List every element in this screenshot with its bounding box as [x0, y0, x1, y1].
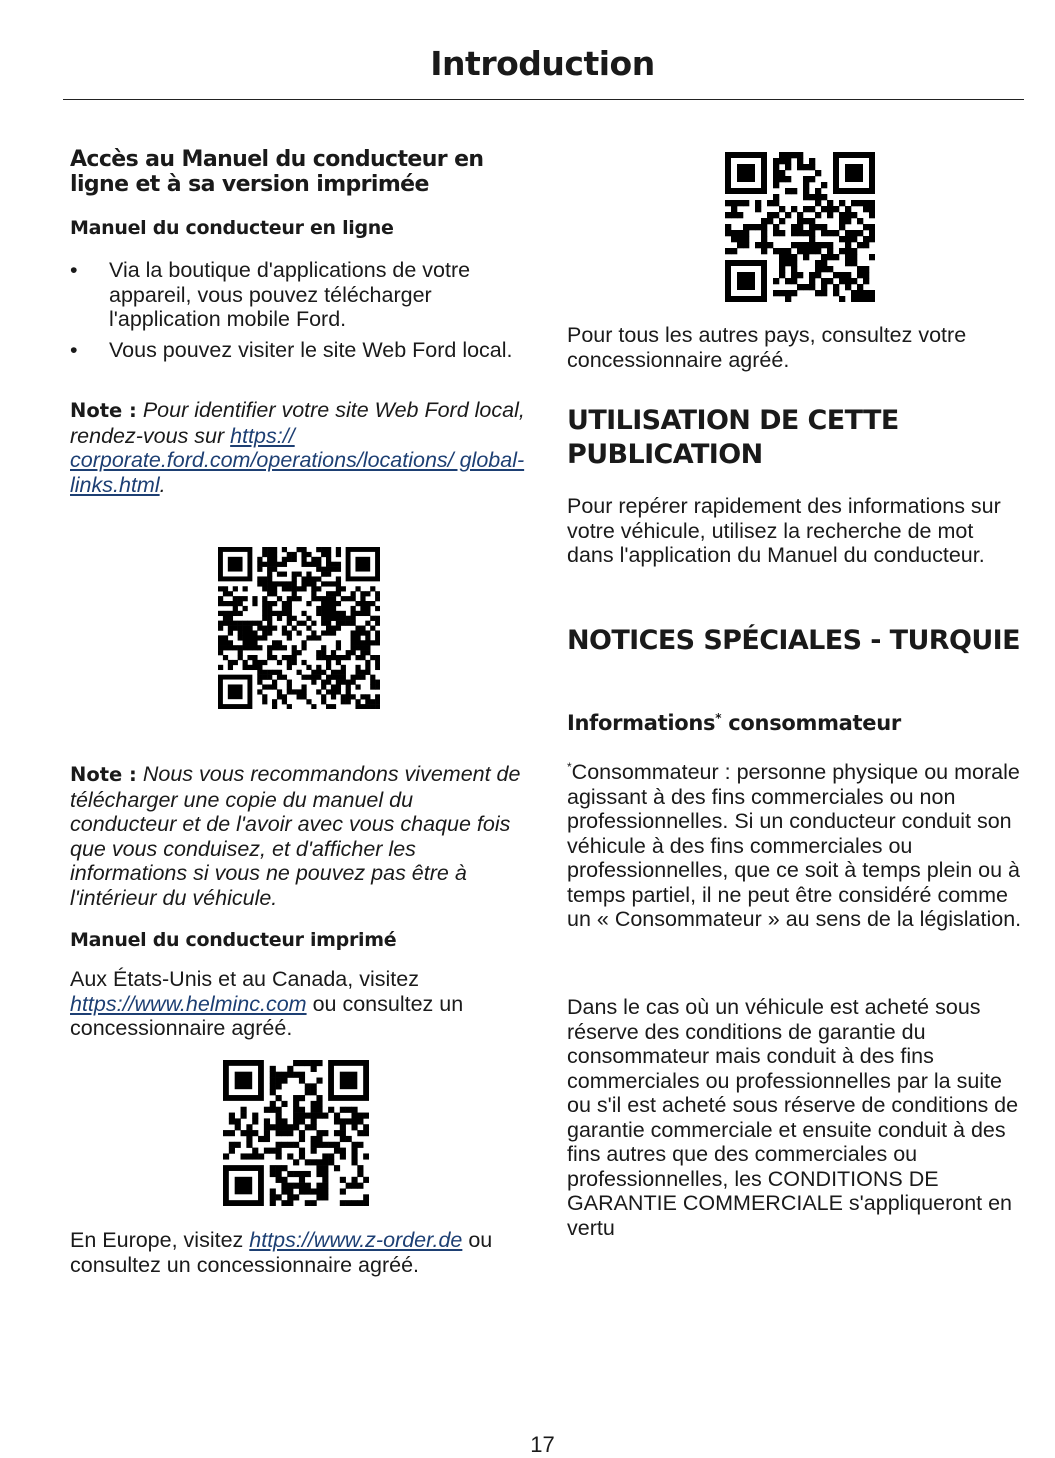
list-item: • Vous pouvez visiter le site Web Ford local.	[70, 337, 513, 362]
note-download: Note : Nous vous recommandons vivement de télécharger une copie du manuel du conducteur et de l'avoir avec vous chaque fois que vous conduisez, et d'afficher les informations si vous ne pouvez pas être à l'intérieur du véhicule.	[70, 762, 521, 910]
usa-paragraph: Aux États-Unis et au Canada, visitez https://www.helminc.com ou consultez un concessionnaire agréé.	[70, 967, 464, 1040]
bullet-icon: •	[70, 337, 78, 362]
heading-printed-manual: Manuel du conducteur imprimé	[70, 929, 397, 951]
page-number: 17	[530, 1432, 555, 1457]
qr-code-printed-usa[interactable]	[223, 1060, 369, 1206]
helminc-link[interactable]: https://www.helminc.com	[70, 991, 307, 1016]
consumer-definition: *Consommateur : personne physique ou morale agissant à des fins commerciales ou non professionnelles. Si un conducteur conduit son véhicule à des fins commerciales ou professionnelles, que ce soit à temps plein ou à temps partiel, il ne peut être considéré comme un « Consommateur » au sens de la législation.	[567, 759, 1022, 931]
qr-code-online-manual[interactable]	[218, 547, 380, 709]
note-label: Note :	[70, 399, 137, 422]
zorder-link[interactable]: https://www.z-order.de	[249, 1228, 463, 1252]
heading-turkey: NOTICES SPÉCIALES - TURQUIE	[567, 625, 1020, 656]
page-title: Introduction	[430, 44, 655, 83]
title-divider	[63, 99, 1024, 100]
note-label: Note :	[70, 763, 137, 786]
warranty-paragraph: Dans le cas où un véhicule est acheté sous réserve des conditions de garantie du consommateur mais conduit à des fins commerciales ou professionnelles par la suite ou s'il est acheté sous réserve de conditions de garantie commerciale et ensuite conduit à des fins autres que des commerciales ou professionnelles, les CONDITIONS DE GARANTIE COMMERCIALE s'appliqueront en vertu	[567, 995, 1019, 1240]
corporate-link[interactable]: https:// corporate.ford.com/operations/locations/ global-links.html	[70, 423, 525, 497]
europe-paragraph: En Europe, visitez https://www.z-order.de ou consultez un concessionnaire agréé.	[70, 1228, 493, 1277]
bullet-list	[70, 258, 525, 368]
heading-consumer-info: Informations* consommateur	[567, 711, 901, 735]
bullet-icon: •	[70, 258, 78, 282]
list-item: • Via la boutique d'applications de votre appareil, vous pouvez télécharger l'application mobile Ford.	[70, 258, 471, 331]
heading-usage: UTILISATION DE CETTE PUBLICATION	[567, 405, 899, 470]
section-title-access: Accès au Manuel du conducteur en ligne et à sa version imprimée	[70, 147, 484, 197]
other-countries-text: Pour tous les autres pays, consultez votre concessionnaire agréé.	[567, 323, 967, 372]
qr-code-other-countries[interactable]	[725, 152, 875, 302]
note-website: Note : Pour identifier votre site Web Ford local, rendez-vous sur https:// corporate.ford.com/operations/locations/ global-links.html.	[70, 398, 525, 497]
usage-paragraph: Pour repérer rapidement des informations sur votre véhicule, utilisez la recherche de mot dans l'application du Manuel du conducteur.	[567, 494, 1001, 567]
heading-online-manual: Manuel du conducteur en ligne	[70, 217, 394, 239]
